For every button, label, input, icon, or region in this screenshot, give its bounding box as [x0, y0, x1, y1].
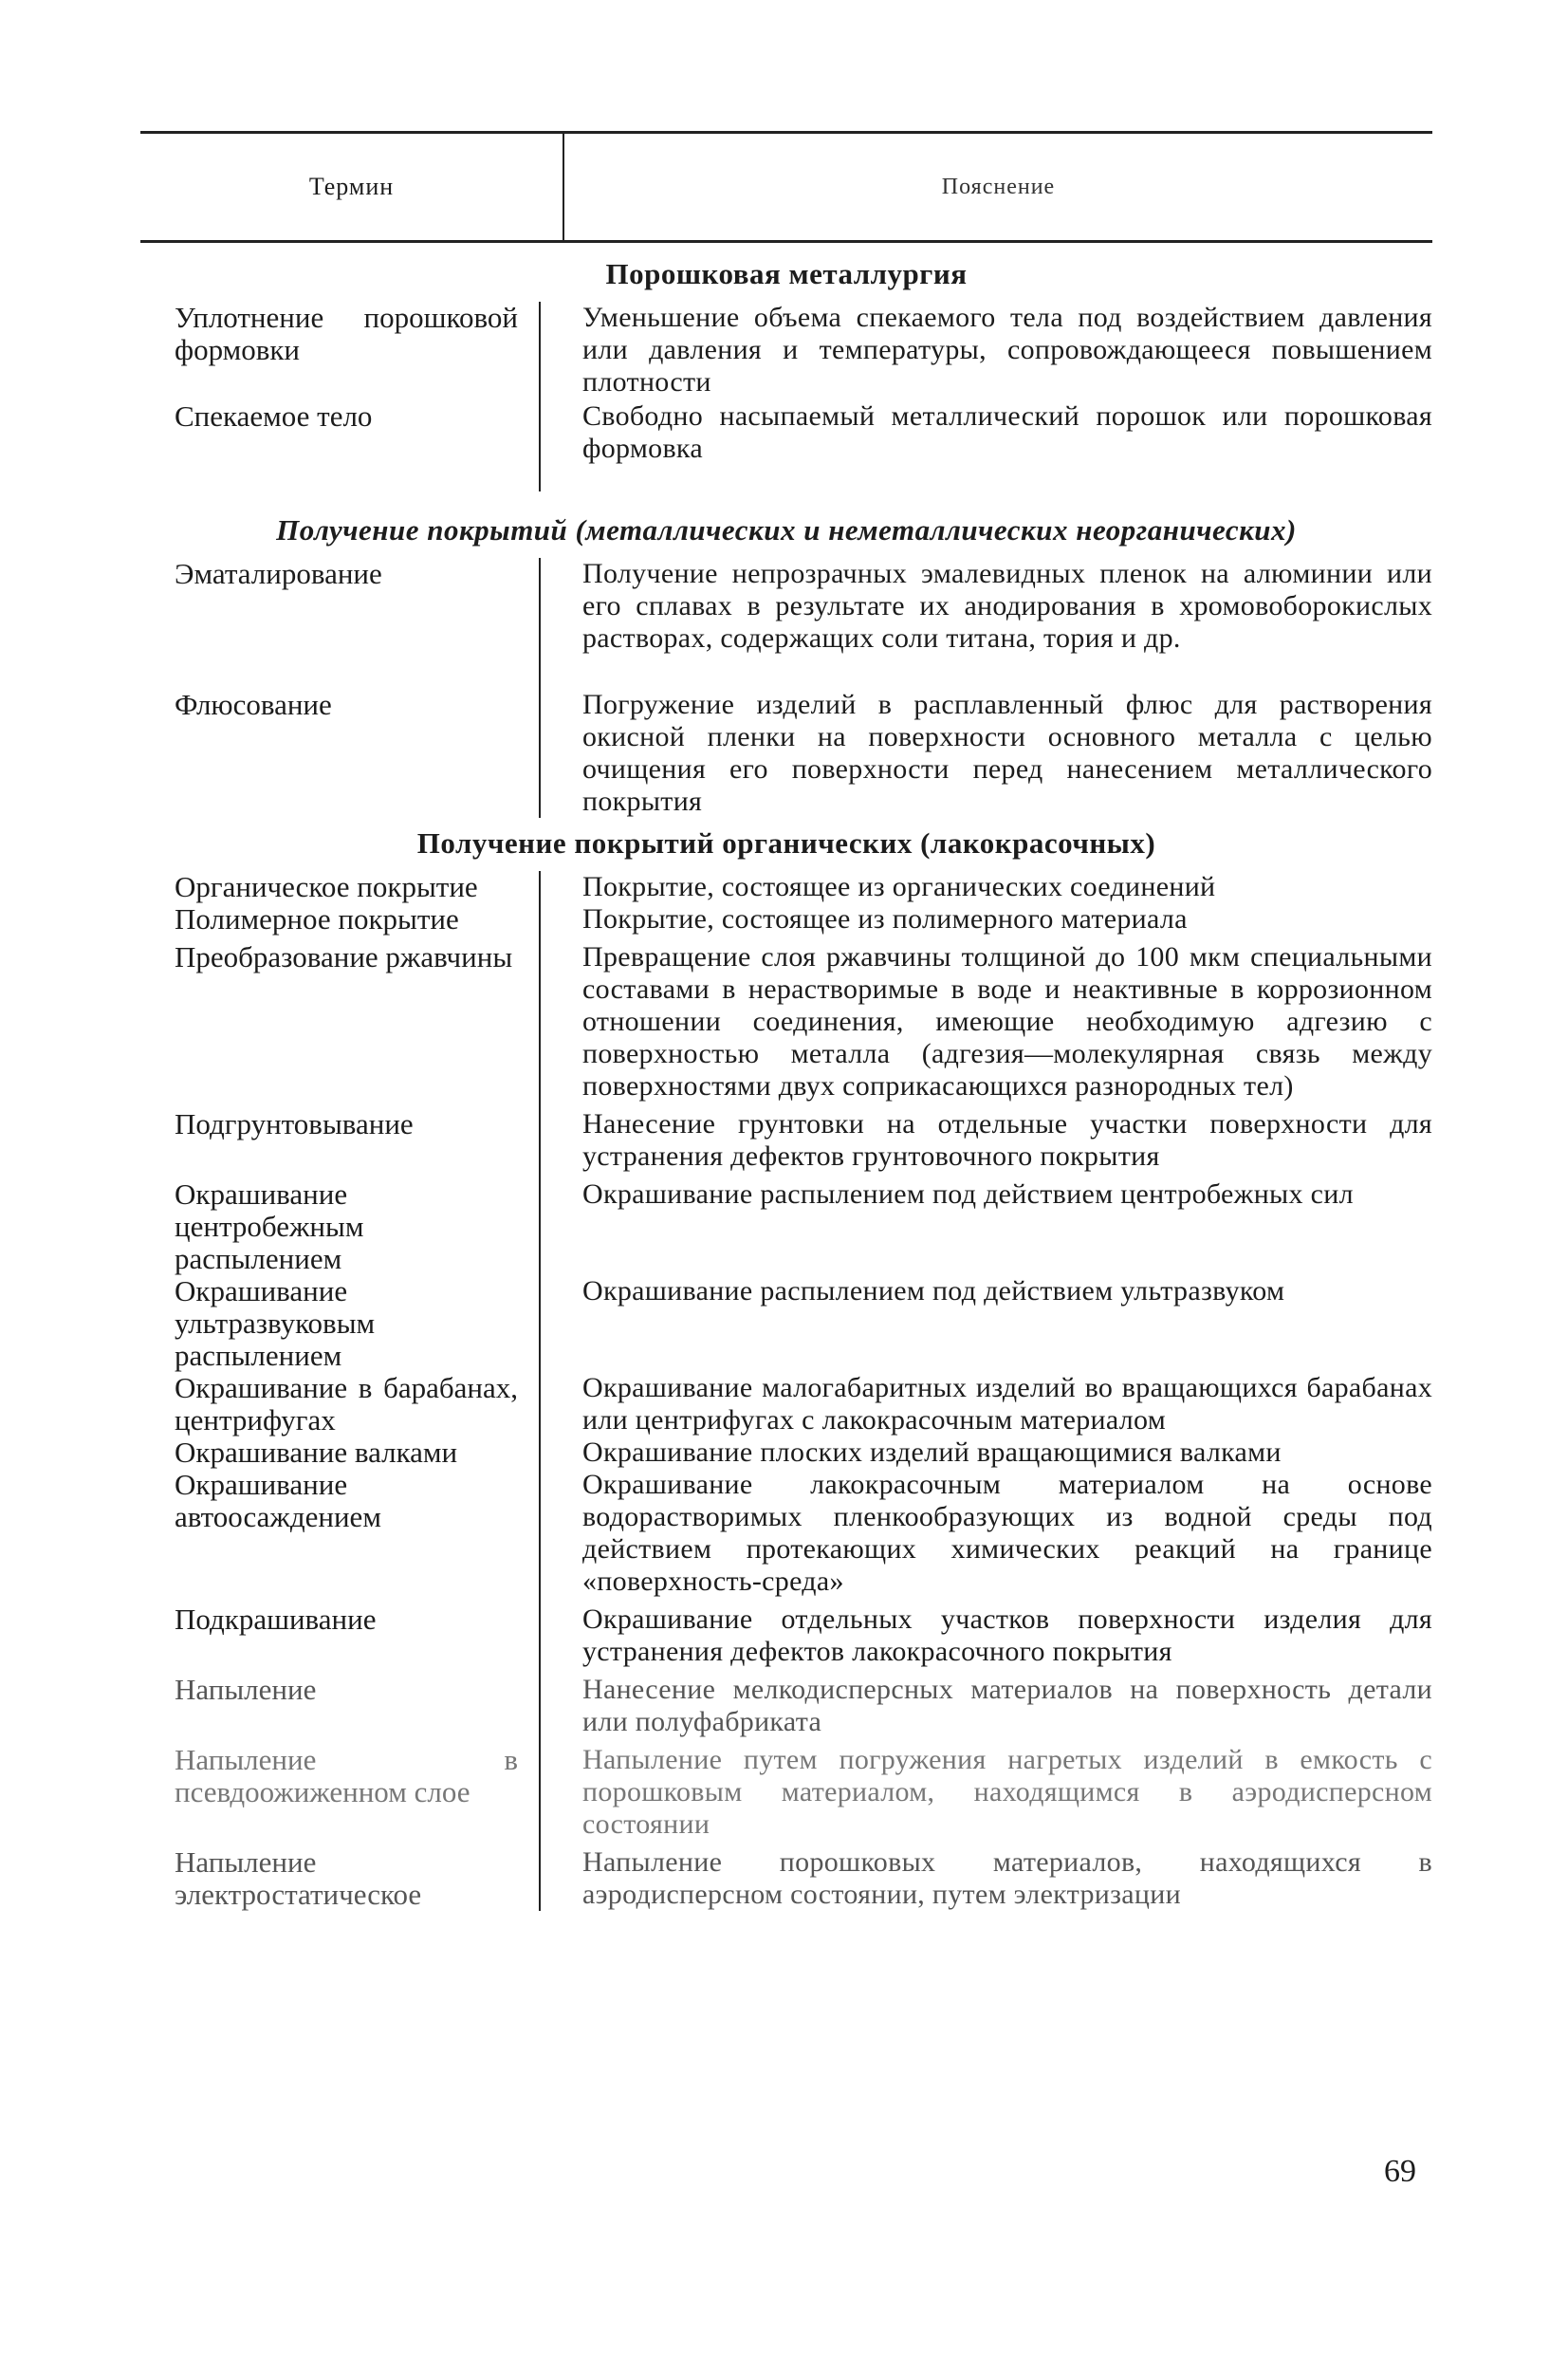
term-cell: Преобразование ржавчины [175, 940, 513, 973]
term-cell: Спекаемое тело [175, 399, 373, 433]
header-explanation: Пояснение [563, 134, 1432, 240]
term-cell: Полимерное покрытие [175, 902, 459, 936]
header-term: Термин [308, 173, 395, 200]
explanation-cell: Окрашивание малогабаритных изделий во вращающихся барабанах или центрифугах с лакокрасочным материалом [539, 1372, 1432, 1436]
explanation-cell: Покрытие, состоящее из органических соединений [539, 871, 1432, 903]
explanation-cell: Получение непрозрачных эмалевидных пленок на алюминии или его сплавах в результате их анодирования в хромовоборокислых растворах, содержащих соли титана, тория и др. [539, 558, 1432, 689]
explanation-cell: Напыление порошковых материалов, находящихся в аэродисперсном состоянии, путем электризации [539, 1841, 1432, 1911]
table-row [140, 1436, 1432, 1469]
term-cell: Окрашивание ультразвуковым распылением [175, 1274, 376, 1372]
table-row [140, 1275, 1432, 1372]
table-row [140, 558, 1432, 689]
section-title-organic-coatings: Получение покрытий органических (лакокрасочных) [416, 826, 1156, 860]
table-row [140, 400, 1432, 491]
table-header [140, 134, 1432, 240]
term-cell: Напыление электростатическое [175, 1845, 422, 1911]
term-cell: Напыление в псевдоожиженном слое [175, 1743, 518, 1808]
term-cell: Органическое покрытие [175, 870, 478, 903]
table-row [140, 301, 1432, 398]
table-row [140, 689, 1432, 818]
explanation-cell: Окрашивание распылением под действием центробежных сил [539, 1173, 1432, 1275]
table-row [140, 1668, 1432, 1738]
explanation-cell: Окрашивание лакокрасочным материалом на основе водорастворимых пленкообразующих из водной среды под действием протекающих химических реакций на границе «поверхность-среда» [539, 1469, 1432, 1598]
explanation-cell: Окрашивание плоских изделий вращающимися валками [539, 1436, 1432, 1469]
table-row [140, 871, 1432, 903]
explanation-cell: Окрашивание распылением под действием ультразвуком [539, 1275, 1432, 1372]
term-cell: Окрашивание валками [175, 1436, 458, 1469]
term-cell: Эматалирование [175, 557, 382, 590]
explanation-cell: Превращение слоя ржавчины толщиной до 100 мкм специальными составами в нерастворимые в воде и неактивные в коррозионном отношении соединения, имеющие необходимую адгезию с поверхностью металла (адгезия—молекулярная связь между поверхностями двух соприкасающихся разнородных тел) [539, 936, 1432, 1103]
explanation-cell: Окрашивание отдельных участков поверхности изделия для устранения дефектов лакокрасочного покрытия [539, 1598, 1432, 1668]
term-cell: Окрашивание в барабанах, центрифугах [175, 1371, 518, 1436]
table-row [140, 1103, 1432, 1173]
term-cell: Флюсование [175, 688, 332, 721]
section-title-inorganic-coatings: Получение покрытий (металлических и неметаллических неорганических) [276, 513, 1297, 547]
explanation-cell: Покрытие, состоящее из полимерного материала [539, 903, 1432, 936]
table-row [140, 1469, 1432, 1598]
table-row [140, 1598, 1432, 1668]
term-cell: Подкрашивание [175, 1603, 377, 1636]
page-number: 69 [1384, 2154, 1416, 2189]
term-cell: Окрашивание центробежным распылением [175, 1177, 364, 1275]
explanation-cell: Свободно насыпаемый металлический порошок или порошковая формовка [539, 400, 1432, 491]
explanation-cell: Нанесение мелкодисперсных материалов на поверхность детали или полуфабриката [539, 1668, 1432, 1738]
term-cell: Уплотнение порошковой формовки [175, 301, 518, 366]
explanation-cell: Напыление путем погружения нагретых изделий в емкость с порошковым материалом, находящимся в аэродисперсном состоянии [539, 1738, 1432, 1841]
term-cell: Окрашивание автоосаждением [175, 1468, 381, 1533]
table-row [140, 1173, 1432, 1275]
term-cell: Напыление [175, 1673, 317, 1706]
table-row [140, 903, 1432, 936]
explanation-cell: Нанесение грунтовки на отдельные участки поверхности для устранения дефектов грунтовочного покрытия [539, 1103, 1432, 1173]
term-cell: Подгрунтовывание [175, 1107, 414, 1140]
table-row [140, 936, 1432, 1103]
table-row [140, 1841, 1432, 1911]
section-title-powder-metallurgy: Порошковая металлургия [605, 257, 968, 290]
explanation-cell: Уменьшение объема спекаемого тела под воздействием давления или давления и температуры, сопровождающееся повышением плотности [539, 302, 1432, 400]
table-row [140, 1372, 1432, 1436]
glossary-page [140, 131, 1432, 1911]
explanation-cell: Погружение изделий в расплавленный флюс для растворения окисной пленки на поверхности основного металла с целью очищения его поверхности перед нанесением металлического покрытия [539, 689, 1432, 818]
table-row [140, 1738, 1432, 1841]
